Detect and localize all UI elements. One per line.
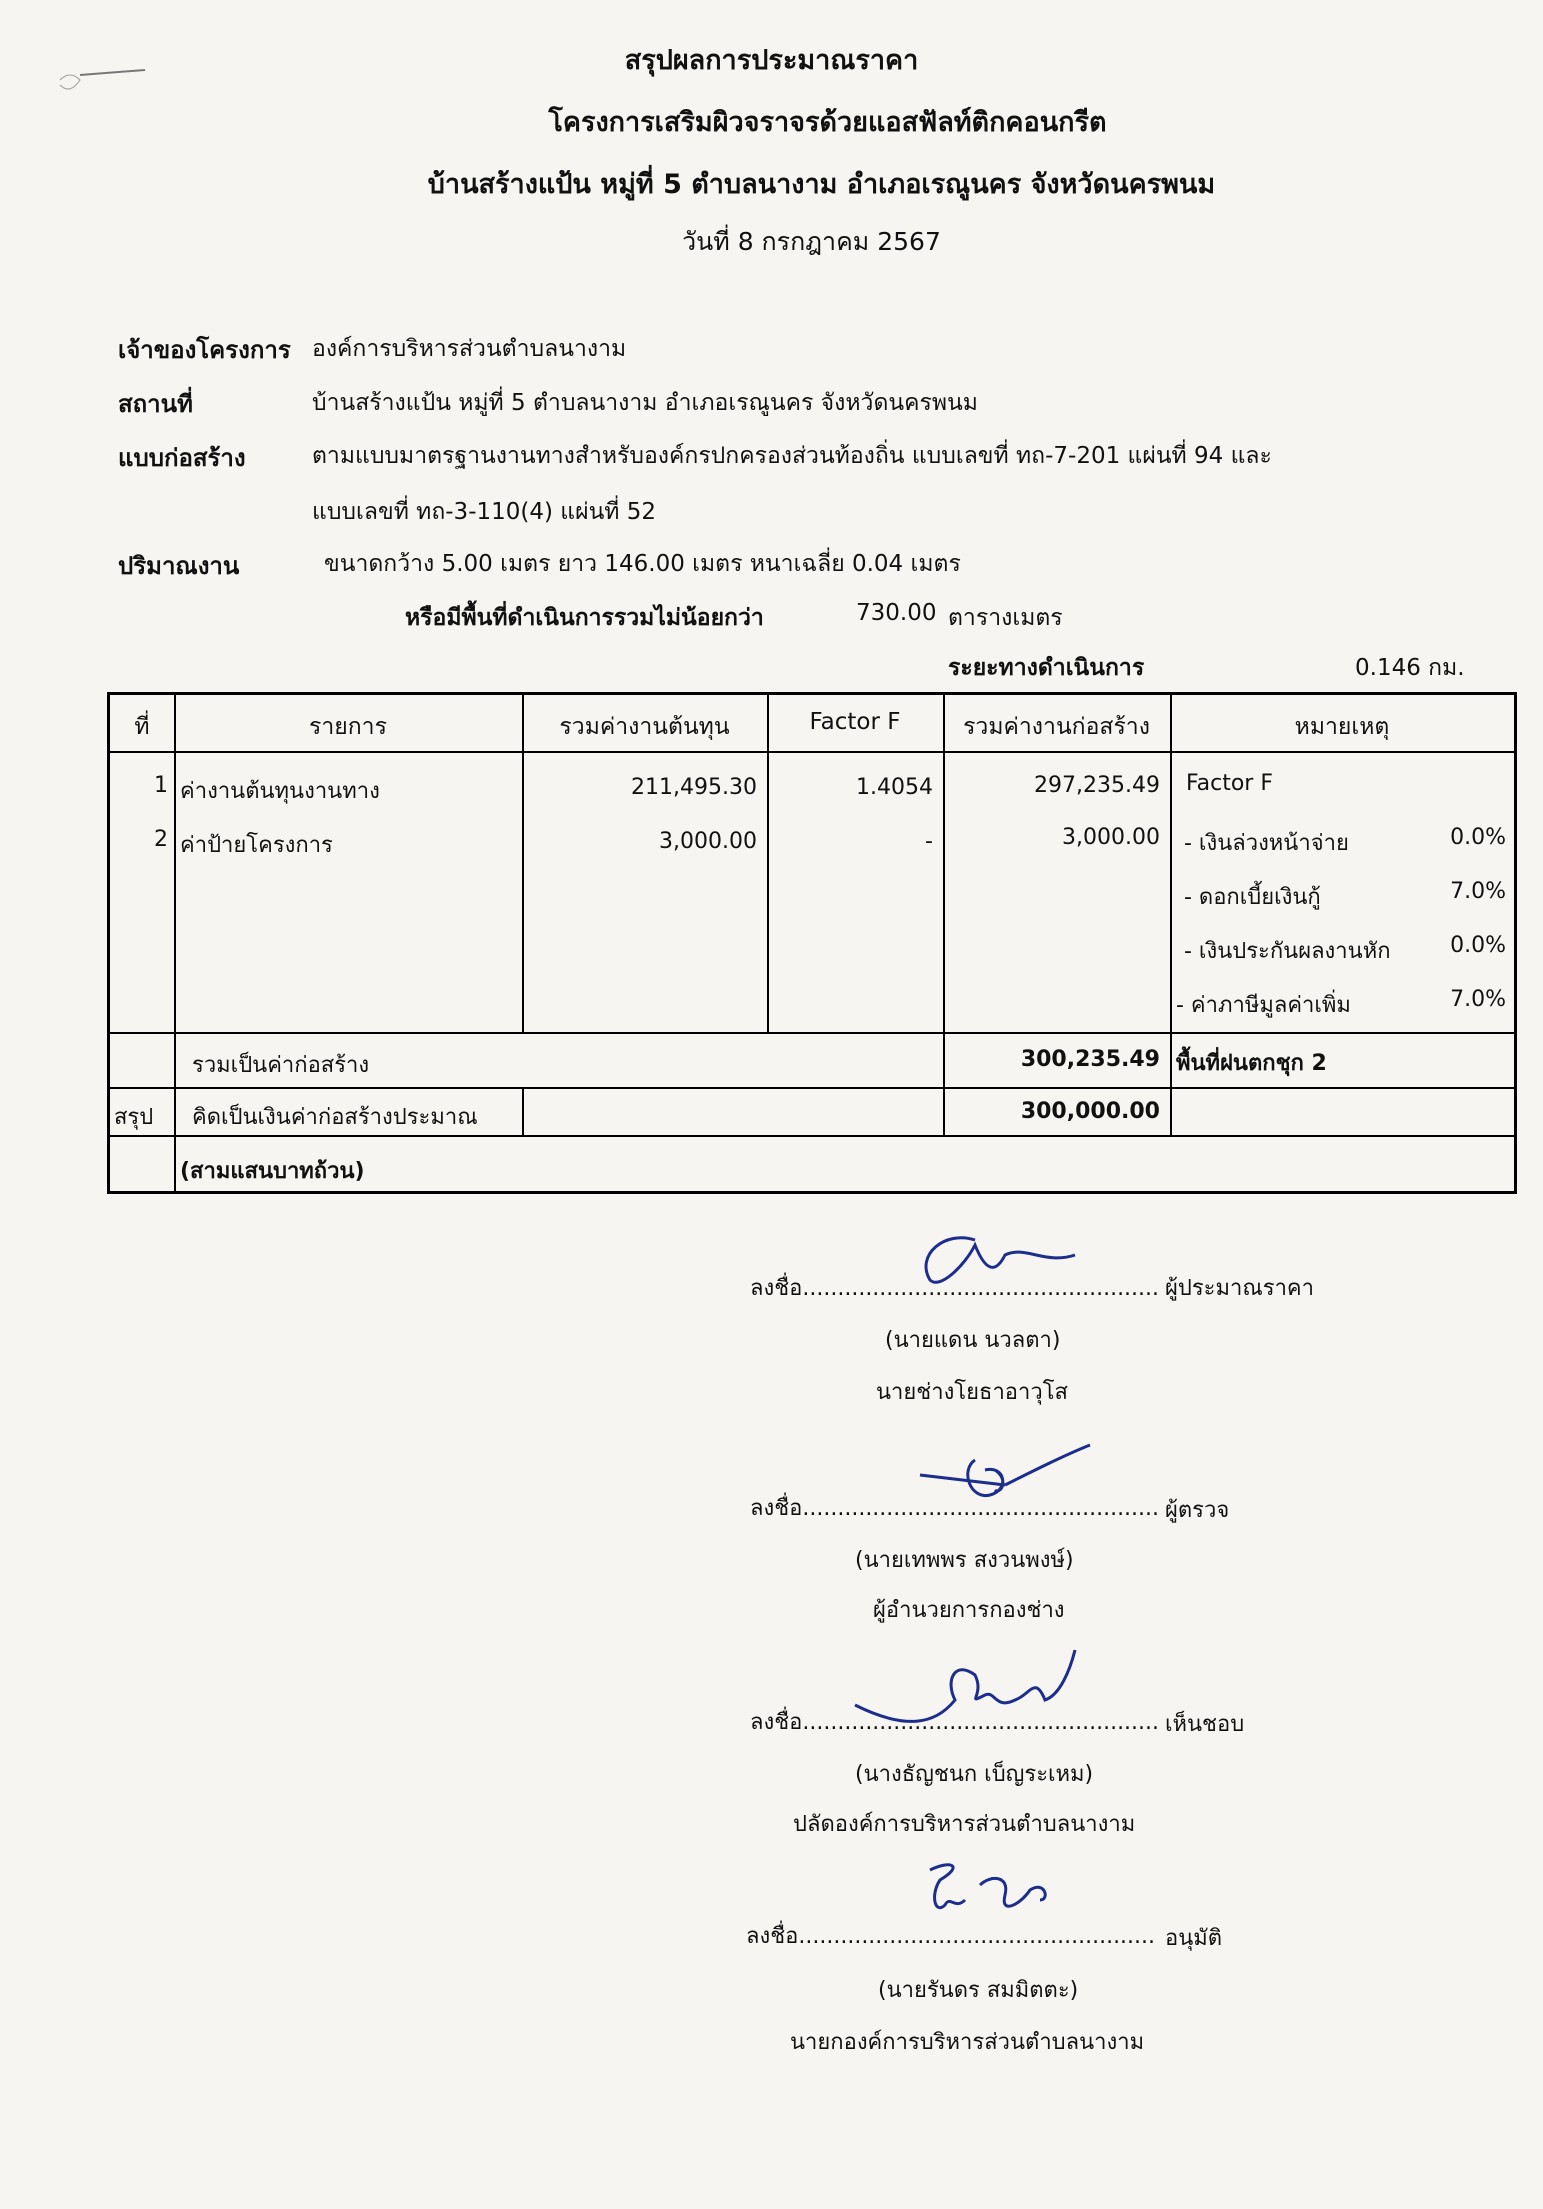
owner-value: องค์การบริหารส่วนตำบลนางาม <box>312 336 627 362</box>
row1-factor: 1.4054 <box>856 775 933 800</box>
document-date: วันที่ 8 กรกฎาคม 2567 <box>682 227 941 256</box>
signature-line-3: ลงชื่อ................................................... <box>750 1710 1160 1735</box>
remark-label-3: - เงินประกันผลงานหัก <box>1184 939 1391 964</box>
row1-cost: 211,495.30 <box>631 775 757 800</box>
design-value-line1: ตามแบบมาตรฐานงานทางสำหรับองค์กรปกครองส่วนท้องถิ่น แบบเลขที่ ทถ-7-201 แผ่นที่ 94 และ <box>312 443 1272 469</box>
signature-mark-2 <box>915 1440 1095 1520</box>
signature-line-2: ลงชื่อ................................................... <box>750 1496 1160 1521</box>
document-title: สรุปผลการประมาณราคา <box>624 45 919 76</box>
row1-item: ค่างานต้นทุนงานทาง <box>180 779 380 804</box>
remark-label-2: - ดอกเบี้ยเงินกู้ <box>1184 885 1321 910</box>
summary-text: คิดเป็นเงินค่าก่อสร้างประมาณ <box>192 1105 478 1130</box>
summary-label: สรุป <box>114 1105 154 1130</box>
signature-mark-3 <box>845 1640 1095 1740</box>
signature-position-3: ปลัดองค์การบริหารส่วนตำบลนางาม <box>793 1812 1136 1837</box>
row2-cost: 3,000.00 <box>659 829 757 854</box>
header-no: ที่ <box>134 714 150 740</box>
remark-value-2: 7.0% <box>1450 879 1506 904</box>
remark-label-4: - ค่าภาษีมูลค่าเพิ่ม <box>1176 993 1351 1018</box>
signature-mark-4 <box>920 1855 1070 1935</box>
rain-zone: พื้นที่ฝนตกชุก 2 <box>1176 1051 1327 1076</box>
sign-prefix-1: ลงชื่อ <box>750 1276 803 1301</box>
distance-value: 0.146 กม. <box>1355 655 1465 681</box>
signature-position-4: นายกองค์การบริหารส่วนตำบลนางาม <box>790 2030 1145 2055</box>
sign-prefix-2: ลงชื่อ <box>750 1496 803 1521</box>
signature-mark-1 <box>905 1225 1085 1295</box>
row1-no: 1 <box>154 773 168 798</box>
header-item: รายการ <box>309 714 387 740</box>
project-location: บ้านสร้างแป้น หมู่ที่ 5 ตำบลนางาม อำเภอเรณูนคร จังหวัดนครพนม <box>427 169 1216 200</box>
row2-total: 3,000.00 <box>1062 825 1160 850</box>
signature-role-1: ผู้ประมาณราคา <box>1165 1276 1314 1301</box>
signature-line-1: ลงชื่อ................................................... <box>750 1276 1160 1301</box>
remarks-title: Factor F <box>1186 771 1273 796</box>
signature-name-3: (นางธัญชนก เบ็ญระเหม) <box>855 1762 1094 1787</box>
sign-prefix-3: ลงชื่อ <box>750 1710 803 1735</box>
signature-position-1: นายช่างโยธาอาวุโส <box>876 1380 1068 1405</box>
project-name: โครงการเสริมผิวจราจรด้วยแอสฟัลท์ติกคอนกรีต <box>548 107 1107 138</box>
remark-value-1: 0.0% <box>1450 825 1506 850</box>
header-total: รวมค่างานก่อสร้าง <box>963 714 1150 740</box>
signature-position-2: ผู้อำนวยการกองช่าง <box>873 1598 1065 1623</box>
row1-total: 297,235.49 <box>1034 773 1160 798</box>
signature-role-3: เห็นชอบ <box>1165 1712 1245 1737</box>
signature-name-1: (นายแดน นวลตา) <box>885 1328 1061 1353</box>
sum-label: รวมเป็นค่าก่อสร้าง <box>192 1053 370 1078</box>
amount-in-words: (สามแสนบาทถ้วน) <box>180 1159 365 1184</box>
sum-value: 300,235.49 <box>1020 1047 1160 1072</box>
quantity-label: ปริมาณงาน <box>118 552 240 580</box>
row2-no: 2 <box>154 827 168 852</box>
quantity-value: ขนาดกว้าง 5.00 เมตร ยาว 146.00 เมตร หนาเฉลี่ย 0.04 เมตร <box>324 551 961 577</box>
remark-value-3: 0.0% <box>1450 933 1506 958</box>
area-unit: ตารางเมตร <box>948 605 1063 631</box>
summary-value: 300,000.00 <box>1020 1099 1160 1124</box>
distance-label: ระยะทางดำเนินการ <box>948 655 1145 681</box>
area-value: 730.00 <box>856 600 937 626</box>
signature-role-4: อนุมัติ <box>1165 1926 1223 1951</box>
design-value-line2: แบบเลขที่ ทถ-3-110(4) แผ่นที่ 52 <box>312 499 657 525</box>
place-value: บ้านสร้างแป้น หมู่ที่ 5 ตำบลนางาม อำเภอเรณูนคร จังหวัดนครพนม <box>312 390 978 416</box>
signature-name-2: (นายเทพพร สงวนพงษ์) <box>855 1548 1074 1573</box>
signature-role-2: ผู้ตรวจ <box>1165 1498 1230 1523</box>
place-label: สถานที่ <box>118 390 193 418</box>
signature-name-4: (นายรันดร สมมิตตะ) <box>878 1978 1079 2003</box>
header-cost: รวมค่างานต้นทุน <box>559 714 730 740</box>
owner-label: เจ้าของโครงการ <box>118 336 291 364</box>
area-label: หรือมีพื้นที่ดำเนินการรวมไม่น้อยกว่า <box>405 605 764 631</box>
sign-prefix-4: ลงชื่อ <box>746 1924 799 1949</box>
remark-label-1: - เงินล่วงหน้าจ่าย <box>1184 831 1349 856</box>
row2-item: ค่าป้ายโครงการ <box>180 833 333 858</box>
row2-factor: - <box>925 829 933 854</box>
design-label: แบบก่อสร้าง <box>118 444 246 472</box>
remark-value-4: 7.0% <box>1450 987 1506 1012</box>
header-factor: Factor F <box>809 709 901 735</box>
signature-line-4: ลงชื่อ................................................... <box>746 1924 1156 1949</box>
header-remarks: หมายเหตุ <box>1294 714 1390 740</box>
cost-summary-table <box>107 692 1517 1194</box>
